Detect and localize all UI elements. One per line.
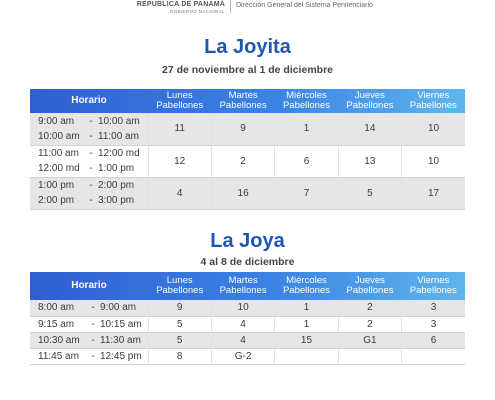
time-range — [38, 161, 148, 176]
day-sub: Pabellones — [219, 100, 267, 111]
time-separator: - — [91, 334, 95, 346]
time-range — [38, 349, 148, 364]
day-sub: Pabellones — [409, 100, 457, 111]
pabellon-value: 10 — [211, 300, 274, 316]
pabellon-value: 1 — [275, 300, 338, 316]
section-title-la-joya: La Joya — [210, 230, 285, 252]
time-cell — [30, 348, 148, 364]
time-range — [38, 317, 148, 332]
start-time: 11:45 am — [38, 350, 79, 362]
day-name: Martes — [228, 275, 258, 286]
section-subtitle-la-joya: 4 al 8 de diciembre — [200, 256, 295, 268]
table-row — [30, 145, 465, 177]
time-cell — [30, 177, 148, 209]
header-divider — [230, 0, 231, 13]
time-cell — [30, 316, 148, 332]
pabellon-value: 15 — [275, 332, 338, 348]
end-time: 3:00 pm — [98, 195, 135, 206]
republic-label: REPÚBLICA DE PANAMÁ — [136, 1, 225, 8]
column-header-day — [402, 272, 465, 300]
pabellon-value: 3 — [402, 300, 465, 316]
pabellon-value: 5 — [148, 316, 211, 332]
day-name: Lunes — [166, 275, 193, 286]
pabellon-value: 10 — [402, 113, 465, 145]
pabellon-value: 6 — [275, 145, 338, 177]
start-time: 10:00 am — [38, 130, 80, 142]
time-cell — [30, 113, 148, 145]
end-time: 12:00 md — [98, 148, 140, 159]
schedule-table-la-joyita — [30, 89, 465, 210]
start-time: 10:30 am — [38, 334, 80, 346]
column-header-day — [148, 272, 211, 300]
column-header-day — [148, 89, 211, 113]
end-time: 11:00 am — [98, 130, 139, 142]
start-time: 12:00 md — [38, 163, 80, 174]
day-name: Miércoles — [286, 90, 327, 101]
time-separator: - — [89, 195, 93, 206]
pabellon-value: 2 — [211, 145, 274, 177]
table-row — [30, 316, 465, 332]
pabellon-value: 6 — [402, 332, 465, 348]
section-subtitle-la-joyita: 27 de noviembre al 1 de diciembre — [162, 64, 333, 76]
pabellon-value: 5 — [148, 332, 211, 348]
pabellon-value: 2 — [338, 316, 401, 332]
pabellon-value: 14 — [338, 113, 401, 145]
day-sub: Pabellones — [156, 285, 204, 296]
day-name: Miércoles — [286, 275, 327, 286]
pabellon-value: 8 — [148, 348, 211, 364]
day-sub: Pabellones — [409, 285, 457, 296]
time-separator: - — [89, 115, 93, 127]
time-range — [38, 114, 148, 129]
time-cell — [30, 300, 148, 316]
column-header-day — [211, 272, 274, 300]
end-time: 9:00 am — [100, 302, 137, 314]
end-time: 12:45 pm — [100, 350, 142, 362]
schedule-table-la-joya — [30, 272, 465, 365]
time-cell — [30, 145, 148, 177]
pabellon-value: 10 — [402, 145, 465, 177]
pabellon-value — [275, 348, 338, 364]
pabellon-value: 3 — [402, 316, 465, 332]
day-name: Jueves — [354, 90, 385, 101]
day-sub: Pabellones — [282, 285, 330, 296]
pabellon-value: 12 — [148, 145, 211, 177]
start-time: 2:00 pm — [38, 195, 75, 206]
pabellon-value: 9 — [211, 113, 274, 145]
column-header-day — [338, 272, 401, 300]
pabellon-value: 4 — [211, 316, 274, 332]
time-range — [38, 333, 148, 348]
table-row — [30, 113, 465, 145]
time-separator: - — [91, 318, 95, 330]
pabellon-value — [338, 348, 401, 364]
table-row — [30, 348, 465, 364]
start-time: 9:15 am — [38, 318, 75, 330]
time-range — [38, 146, 148, 161]
pabellon-value: G-2 — [211, 348, 274, 364]
column-header-horario: Horario — [71, 280, 107, 291]
column-header-day — [211, 89, 274, 113]
pabellon-value: 9 — [148, 300, 211, 316]
column-header-day — [402, 89, 465, 113]
page-header — [0, 0, 495, 14]
day-name: Viernes — [417, 90, 450, 101]
time-separator: - — [91, 350, 95, 362]
pabellon-value — [402, 348, 465, 364]
day-sub: Pabellones — [346, 285, 394, 296]
pabellon-value: 4 — [211, 332, 274, 348]
pabellon-value: 16 — [211, 177, 274, 209]
start-time: 11:00 am — [38, 148, 79, 159]
start-time: 9:00 am — [38, 115, 75, 127]
end-time: 10:15 am — [100, 318, 142, 330]
agency-label: Dirección General del Sistema Penitenciario — [236, 2, 373, 9]
start-time: 8:00 am — [38, 302, 75, 314]
pabellon-value: 13 — [338, 145, 401, 177]
section-title-la-joyita: La Joyita — [204, 36, 291, 58]
time-cell — [30, 332, 148, 348]
day-sub: Pabellones — [156, 100, 204, 111]
pabellon-value: 1 — [275, 316, 338, 332]
column-header-day — [275, 89, 338, 113]
table-row — [30, 332, 465, 348]
day-sub: Pabellones — [346, 100, 394, 111]
day-name: Jueves — [354, 275, 385, 286]
table-row — [30, 177, 465, 209]
time-separator: - — [89, 180, 93, 191]
pabellon-value: 2 — [338, 300, 401, 316]
government-logo-text — [137, 1, 225, 14]
end-time: 1:00 pm — [98, 163, 135, 174]
time-separator: - — [89, 130, 93, 142]
pabellon-value: 7 — [275, 177, 338, 209]
day-sub: Pabellones — [219, 285, 267, 296]
pabellon-value: 5 — [338, 177, 401, 209]
pabellon-value: 17 — [402, 177, 465, 209]
pabellon-value: 4 — [148, 177, 211, 209]
time-separator: - — [91, 302, 95, 314]
day-sub: Pabellones — [282, 100, 330, 111]
end-time: 2:00 pm — [98, 180, 135, 191]
start-time: 1:00 pm — [38, 180, 75, 191]
end-time: 10:00 am — [98, 115, 140, 127]
table-header-row — [30, 89, 465, 113]
time-range — [38, 129, 148, 144]
column-header-day — [275, 272, 338, 300]
pabellon-value: G1 — [338, 332, 401, 348]
day-name: Viernes — [417, 275, 450, 286]
time-separator: - — [89, 148, 93, 159]
time-separator: - — [89, 163, 93, 174]
time-range — [38, 178, 148, 193]
time-range — [38, 193, 148, 208]
pabellon-value: 11 — [148, 113, 211, 145]
day-name: Lunes — [166, 90, 193, 101]
table-row — [30, 300, 465, 316]
column-header-horario: Horario — [71, 95, 107, 106]
end-time: 11:30 am — [100, 334, 141, 346]
government-label: GOBIERNO NACIONAL — [169, 9, 225, 14]
column-header-day — [338, 89, 401, 113]
day-name: Martes — [228, 90, 258, 101]
table-header-row — [30, 272, 465, 300]
pabellon-value: 1 — [275, 113, 338, 145]
time-range — [38, 300, 148, 315]
